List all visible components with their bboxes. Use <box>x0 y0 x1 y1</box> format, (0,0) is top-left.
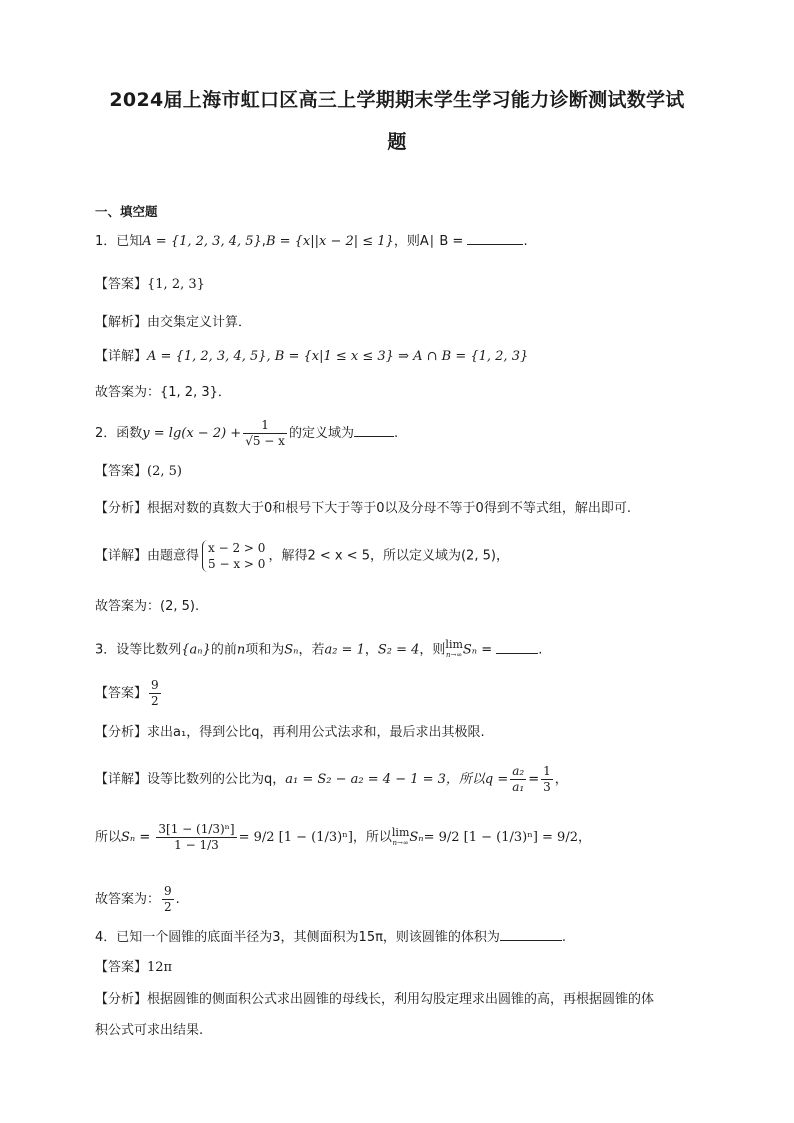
q2-statement: 2．函数y = lg(x − 2) + $\frac{1}{√5 - x}$ 的定义域为 . <box>95 418 399 448</box>
q3-answer-blank <box>496 641 538 654</box>
q4-statement: 4．已知一个圆锥的底面半径为3，其侧面积为15π，则该圆锥的体积为 . <box>95 930 567 945</box>
q1-conclusion: 故答案为：{1, 2, 3}． <box>95 385 231 400</box>
q1-set-b: B = {x||x − 2| ≤ 1} <box>265 234 394 249</box>
q2-analysis: 【分析】根据对数的真数大于0和根号下大于等于0以及分母不等于0得到不等式组，解出即可. <box>95 501 631 516</box>
document-title-line2: 题 <box>387 131 407 153</box>
q3-statement: 3．设等比数列{aₙ}的前n项和为Sₙ，若a₂ = 1，S₂ = 4，则lim n→∞ Sₙ = . <box>95 638 543 659</box>
section-heading: 一、填空题 <box>95 204 158 219</box>
q2-answer: 【答案】(2, 5) <box>95 464 182 479</box>
q2-answer-blank <box>354 424 394 437</box>
q1-set-a: A = {1, 2, 3, 4, 5} <box>142 234 262 249</box>
q3-conclusion: 故答案为： $\frac{9}{2}$ . <box>95 884 180 914</box>
q3-sum-fraction: $\frac{\text{3[1 − (1/3)ⁿ]}}{1 - 1/3}$ <box>158 822 235 852</box>
q1-detail: 【详解】A = {1, 2, 3, 4, 5}, B = {x|1 ≤ x ≤ 3} ⇒ A ∩ B = {1, 2, 3} <box>95 349 529 364</box>
q1-answer: 【答案】{1, 2, 3} <box>95 277 205 292</box>
q4-analysis-line2: 积公式可求出结果. <box>95 1023 204 1038</box>
document-title-line1: 2024届上海市虹口区高三上学期期末学生学习能力诊断测试数学试 <box>109 89 685 111</box>
q1-answer-blank <box>467 232 523 245</box>
q1-analysis: 【解析】由交集定义计算． <box>95 315 252 330</box>
q3-answer: 【答案】 $\frac{9}{2}$ <box>95 678 159 708</box>
q2-conclusion: 故答案为：(2, 5). <box>95 599 200 614</box>
q3-limit-symbol: lim n→∞ <box>445 638 463 659</box>
q2-fraction: $\frac{1}{√5 - x}$ <box>245 418 285 448</box>
q3-analysis: 【分析】求出a₁，得到公比q，再利用公式法求和，最后求出其极限. <box>95 725 485 740</box>
q4-answer: 【答案】12π <box>95 960 173 975</box>
q4-analysis-line1: 【分析】根据圆锥的侧面积公式求出圆锥的母线长，利用勾股定理求出圆锥的高，再根据圆锥的体 <box>95 992 655 1007</box>
q4-answer-blank <box>500 928 562 941</box>
q3-detail-sum: 所以Sₙ = $\frac{\text{3[1 − (1/3)ⁿ]}}{1 - 1/3}$ = 9/2 [1 − (1/3)ⁿ]，所以lim n→∞ Sₙ= 9/2 [1 − (1/3)ⁿ] = 9/2， <box>95 822 591 852</box>
q1-statement: 1．已知A = {1, 2, 3, 4, 5},B = {x||x − 2| ≤ 1}，则A∣ B = . <box>95 234 528 249</box>
q3-detail: 【详解】设等比数列的公比为q，a₁ = S₂ − a₂ = 4 − 1 = 3，所以q = $\frac{\text{a₂}}{\text{a₁}}$ = $\frac{1}{3}$ ， <box>95 764 568 794</box>
q3-answer-fraction: $\frac{9}{2}$ <box>151 678 159 708</box>
q2-detail: 【详解】由题意得x − 2 > 0 5 − x > 0，解得2 < x < 5，所以定义域为(2, 5)， <box>95 541 509 571</box>
q2-inequality-system: x − 2 > 0 5 − x > 0 <box>202 540 265 572</box>
